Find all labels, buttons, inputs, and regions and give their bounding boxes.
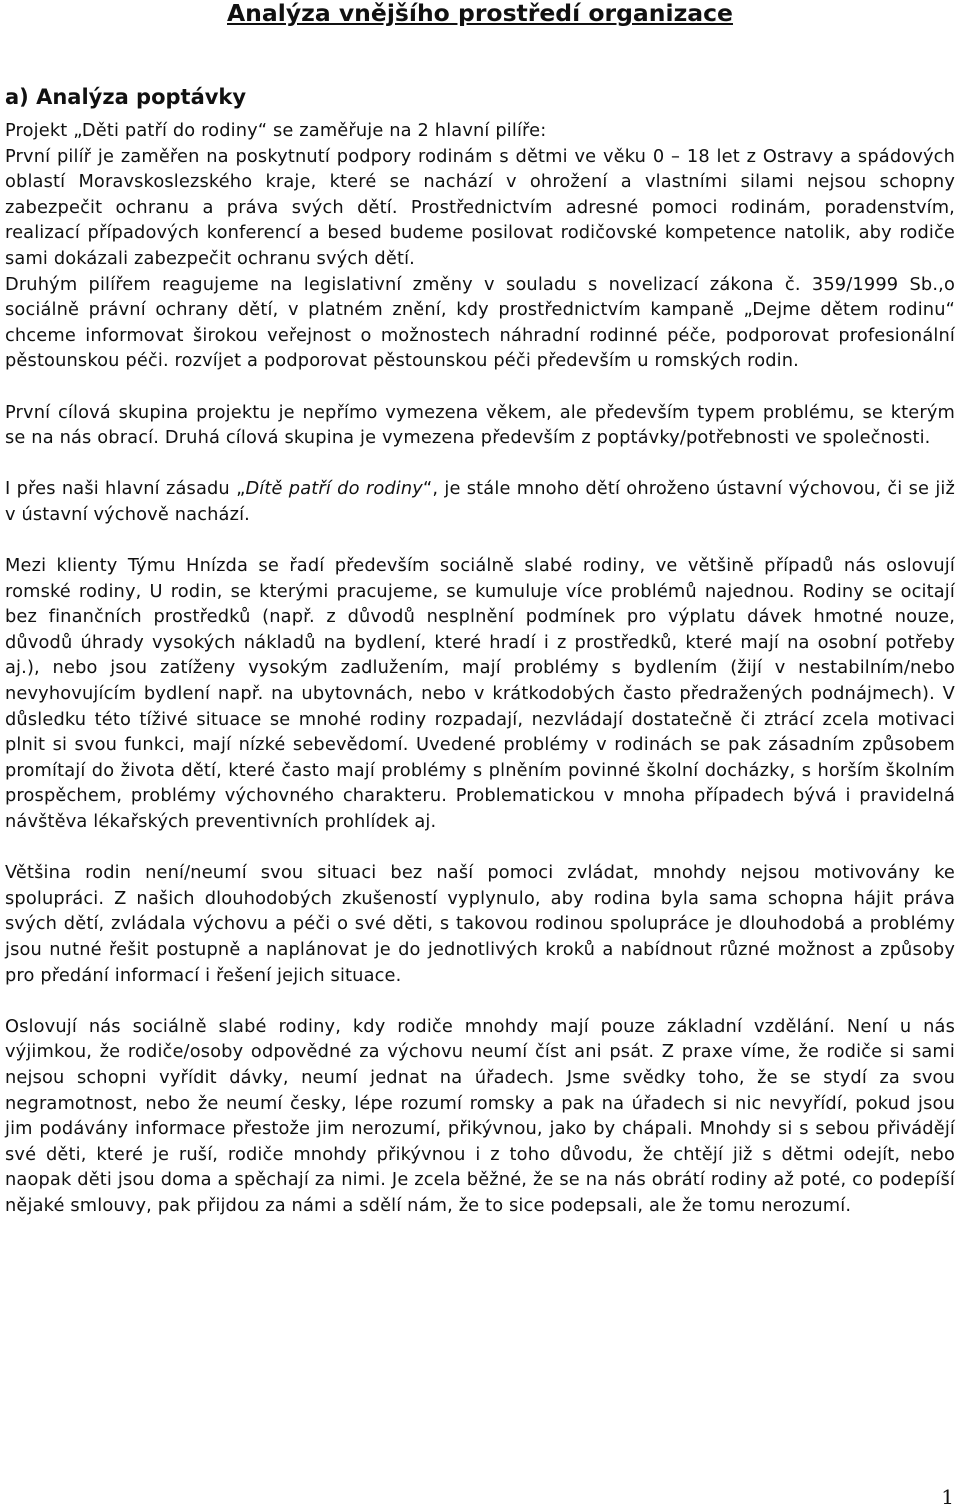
paragraph-intro: Projekt „Děti patří do rodiny“ se zaměřuje na 2 hlavní pilíře:	[5, 120, 547, 141]
paragraph-literacy: Oslovují nás sociálně slabé rodiny, kdy rodiče mnohdy mají pouze základní vzdělání. Není u nás výjimkou, že rodiče/osoby odpovědné za výchovu neumí číst ani psát. Z praxe víme, že rodiče si sami nejsou schopni vyřídit dávky, neumí jednat na úřadech. Jsme svědky toho, že se stydí za svou negramotnost, nebo že neumí česky, lépe rozumí romsky a pak na úřadech si nic nevyřídí, pokud jsou jim podávány informace přestože jim nerozumí, přikývnou, jako by chápali. Mnohdy si s sebou přivádějí své děti, které je ruší, rodiče mnohdy přikývnou i z toho důvodu, že chtějí již s dětmi odejít, nebo naopak děti jsou doma a spěchají za nimi. Je zcela běžné, že se na nás obrátí rodiny až poté, co podepíší nějaké smlouvy, pak přijdou za námi a sdělí nám, že to sice podepsali, ale že tomu nerozumí.	[5, 1015, 955, 1216]
paragraph-target-groups: První cílová skupina projektu je nepřímo vymezena věkem, ale především typem problému, se kterým se na nás obrací. Druhá cílová skupina je vymezena především z poptávky/potřebnosti ve společnosti.	[5, 401, 955, 449]
paragraph-principle	[5, 476, 955, 527]
paragraph-pillar-2: Druhým pilířem reagujeme na legislativní změny v souladu s novelizací zákona č. 359/1999 Sb.,o sociálně právní ochrany dětí, v platném znění, kdy prostřednictvím kampaně „Dejme dětem rodinu“ chceme informovat širokou veřejnost o možnostech náhradní rodinné péče, podporovat profesionální pěstounskou péči. rozvíjet a podporovat pěstounskou péči především u romských rodin.	[5, 273, 955, 372]
paragraph-cooperation: Většina rodin není/neumí svou situaci bez naší pomoci zvládat, mnohdy nejsou motivovány ke spolupráci. Z našich dlouhodobých zkušeností vyplynulo, aby rodina byla sama schopna hájit práva svých dětí, zvládala výchovu a péči o své děti, s takovou rodinou spolupráce je dlouhodobá a problémy jsou nutné řešit postupně a naplánovat je do jednotlivých kroků a nabídnout různé možnost a způsoby pro předání informací i řešení jejich situace.	[5, 862, 955, 986]
principle-text-before: I přes naši hlavní zásadu „	[5, 478, 246, 500]
page-number: 1	[941, 1485, 954, 1509]
document-page	[5, 0, 955, 1219]
principle-text-after: “, je stále mnoho dětí ohroženo ústavní výchovou, či se již v ústavní výchově nachází.	[5, 478, 955, 525]
section-heading: a) Analýza poptávky	[5, 85, 247, 109]
principle-motto: Dítě patří do rodiny	[245, 478, 423, 500]
document-title: Analýza vnějšího prostředí organizace	[227, 0, 733, 27]
paragraph-clients: Mezi klienty Týmu Hnízda se řadí především sociálně slabé rodiny, ve většině případů nás oslovují romské rodiny, U rodin, se kterými pracujeme, se kumuluje více problémů najednou. Rodiny se ocitají bez finančních prostředků (např. z důvodů nesplnění podmínek pro výplatu dávek hmotné nouze, důvodů úhrady vysokých nákladů na bydlení, které hradí i z prostředků, které mají na osobní potřeby aj.), nebo jsou zatíženy vysokým zadlužením, mají problémy s bydlením (žijí v nestabilním/nebo nevyhovujícím bydlení např. na ubytovnách, nebo v krátkodobých často předražených podnájmech). V důsledku této tíživé situace se mnohé rodiny rozpadají, nezvládají dostatečně či ztrácí zcela motivaci plnit si svou funkci, mají nízké sebevědomí. Uvedené problémy v rodinách se pak zásadním způsobem promítají do života dětí, které často mají problémy s plněním povinné školní docházky, s horším školním prospěchem, problémy výchovného charakteru. Problematickou v mnoha případech bývá i pravidelná návštěva lékařských preventivních prohlídek aj.	[5, 555, 955, 833]
paragraph-pillar-1: První pilíř je zaměřen na poskytnutí podpory rodinám s dětmi ve věku 0 – 18 let z Ostravy a spádových oblastí Moravskoslezského kraje, které se nachází v ohrožení a vlastními silami nejsou schopny zabezpečit ochranu a práva svých dětí. Prostřednictvím adresné pomoci rodinám, poradenstvím, realizací případových konferencí a besed budeme posilovat rodičovské kompetence natolik, aby rodiče sami dokázali zabezpečit ochranu svých dětí.	[5, 145, 955, 269]
